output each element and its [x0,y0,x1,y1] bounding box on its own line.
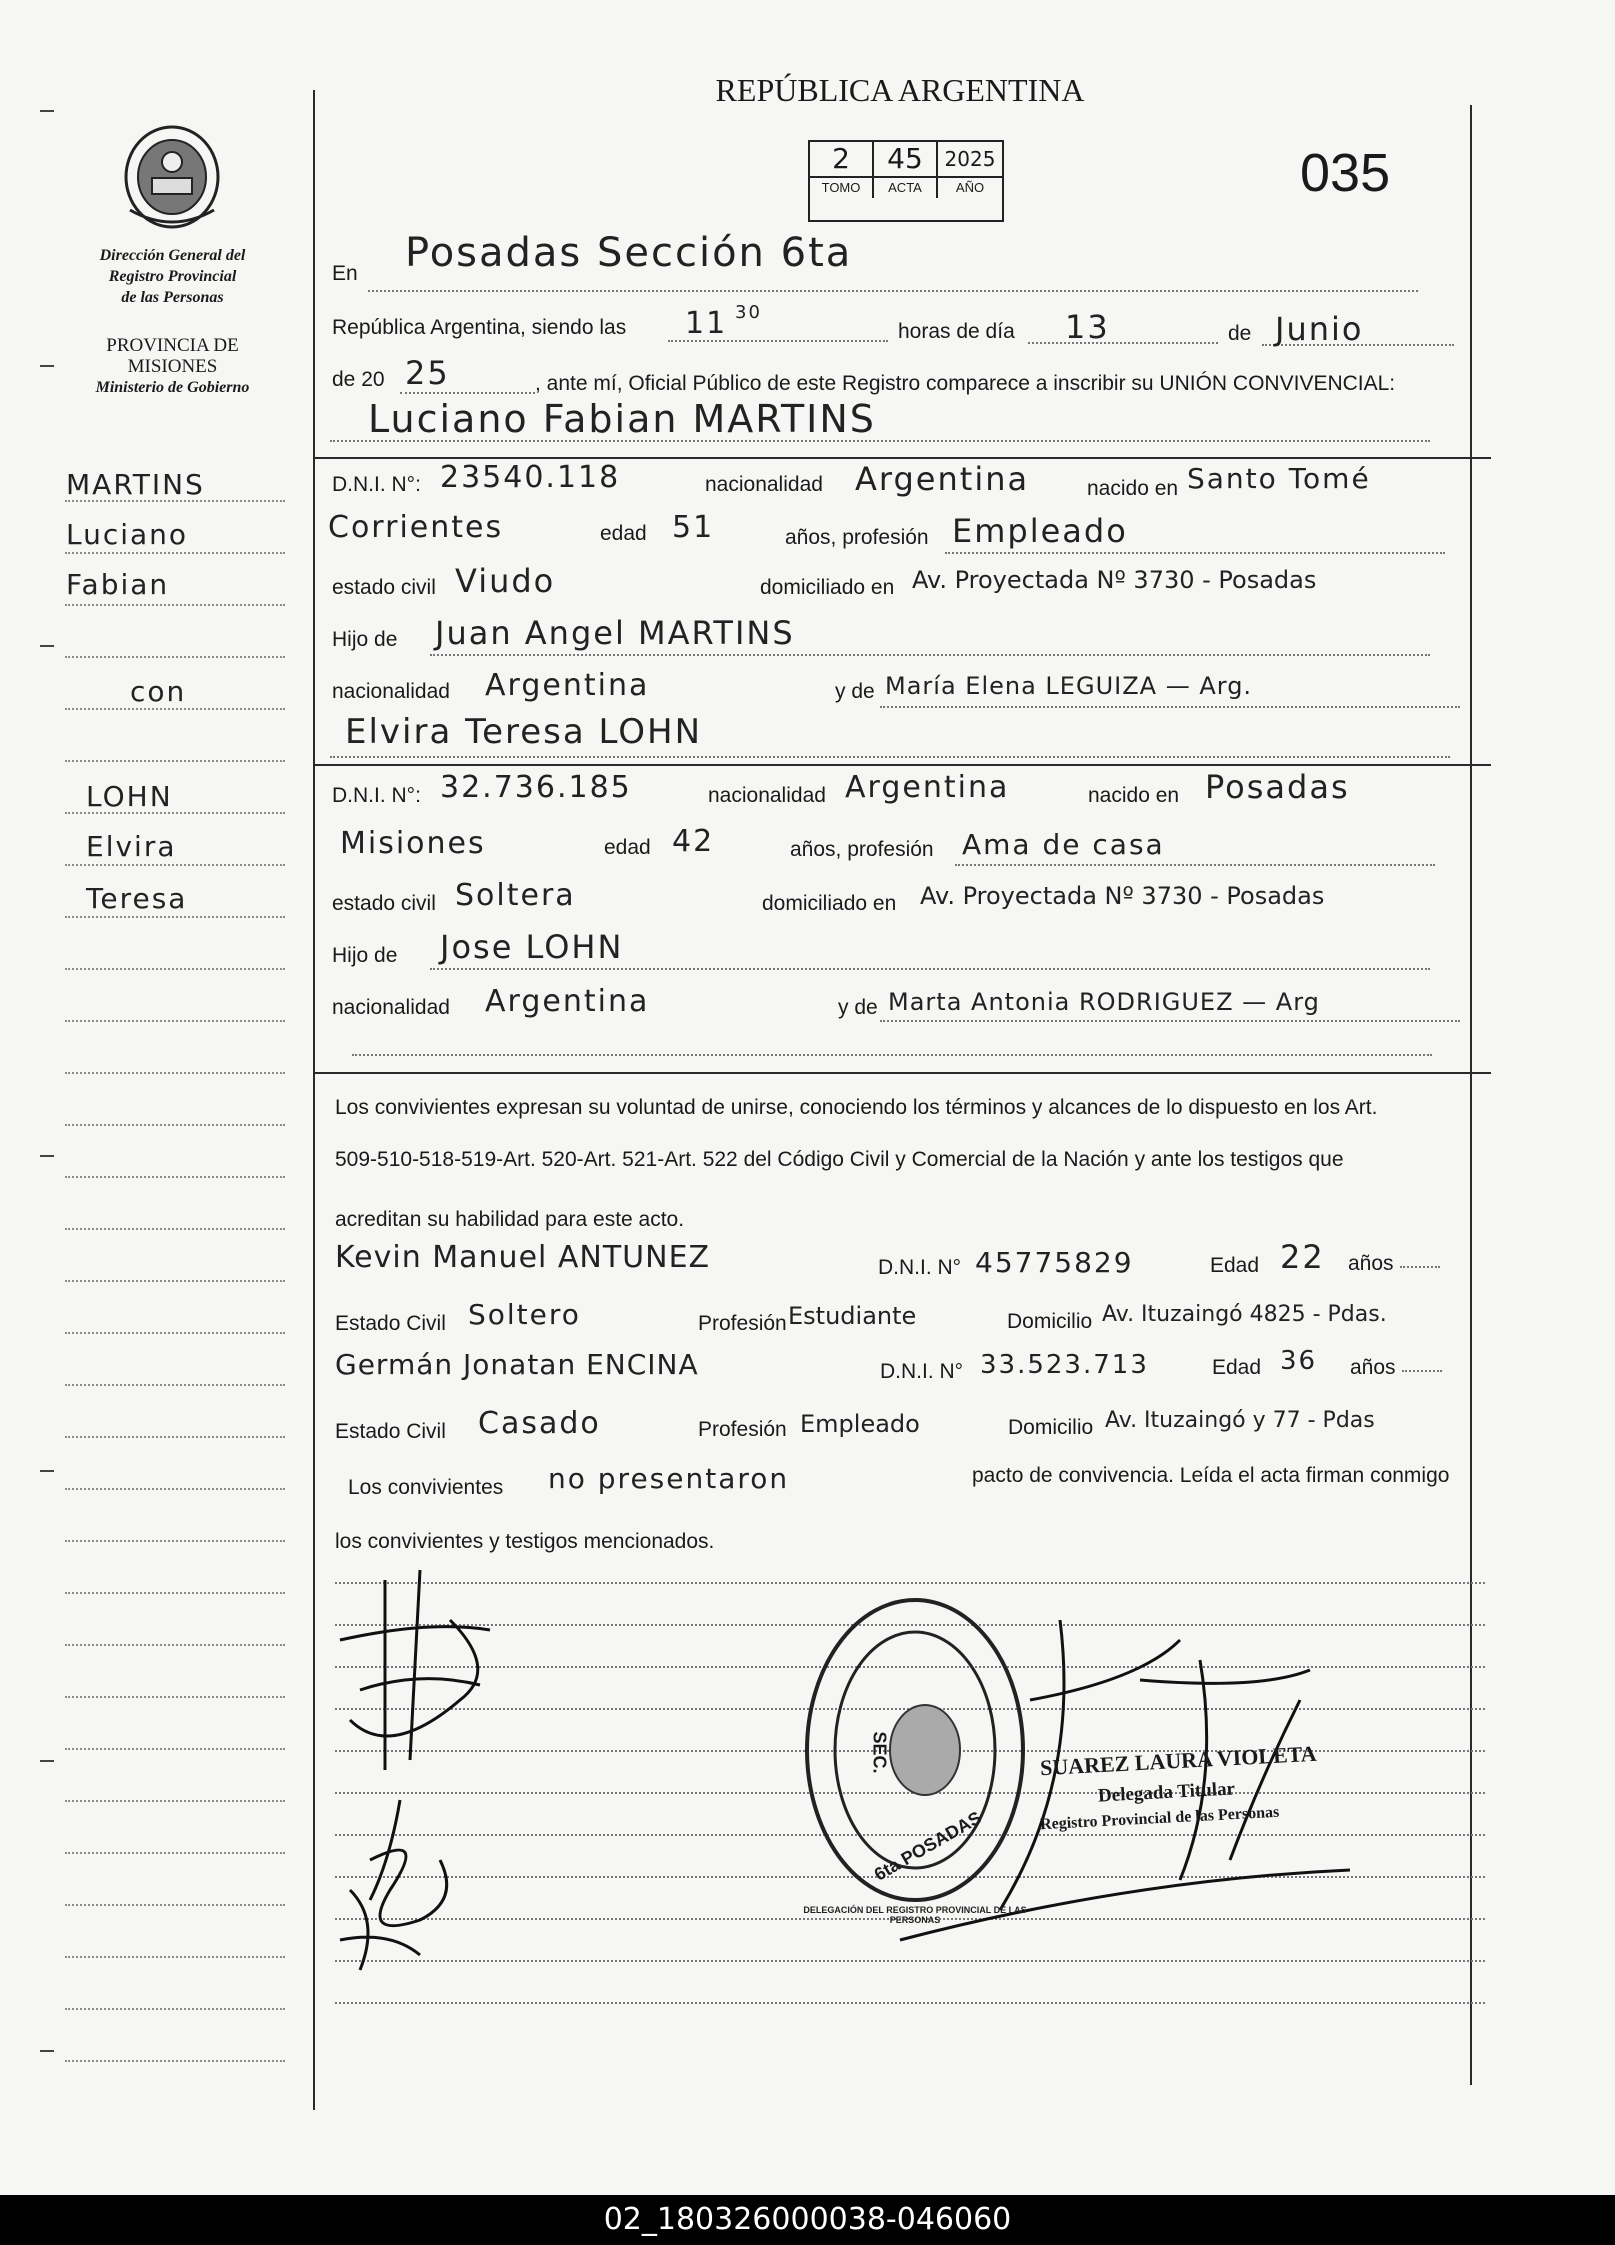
convivientes-signatures [330,1560,510,1980]
p2-y-de-label: y de [838,996,878,1019]
sidebar-ruled-line [65,1696,285,1698]
closing-post: pacto de convivencia. Leída el acta firman conmigo [972,1464,1450,1487]
p2-nac-label: nacionalidad [708,784,826,807]
p2-domicilio-label: domiciliado en [762,892,897,915]
w2-age: 36 [1280,1346,1318,1376]
sidebar-note: MARTINS [66,468,205,501]
sidebar-ruled-line [65,864,285,866]
sidebar-ruled-line [65,1540,285,1542]
sidebar-ruled-line [65,1072,285,1074]
sidebar-note: LOHN [86,780,173,813]
horas-label: horas de día [898,320,1015,343]
year-prefix: de 20 [332,368,385,391]
country-heading: REPÚBLICA ARGENTINA [715,72,1085,108]
w1-edad-label: Edad [1210,1254,1260,1277]
margin-mark [40,110,54,112]
section-divider [313,457,1491,459]
stamp-center-bottom: 6ta POSADAS [870,1807,985,1885]
w1-name: Kevin Manuel ANTUNEZ [335,1240,711,1275]
dotted-line [352,1054,1432,1056]
sidebar-ruled-line [65,1592,285,1594]
sidebar-ruled-line [65,1280,285,1282]
p1-fnationality: Argentina [485,668,650,703]
w1-profession: Estudiante [788,1302,917,1330]
p1-nacido-label: nacido en [1087,477,1179,500]
direccion-line2: Registro Provincial [108,268,237,285]
sidebar-ruled-line [65,1800,285,1802]
sidebar-ruled-line [65,500,285,502]
tomo-value: 2 [832,142,850,175]
sidebar-note: con [130,675,187,708]
p1-profession: Empleado [952,512,1128,550]
p1-address: Av. Proyectada Nº 3730 - Posadas [912,566,1317,594]
p2-edad-label: edad [604,836,651,859]
w2-dni-label: D.N.I. N° [880,1360,964,1383]
rep-label: República Argentina, siendo las [332,316,627,339]
dotted-line [880,1020,1460,1022]
sidebar-ruled-line [65,1904,285,1906]
w1-civil: Soltero [468,1298,581,1331]
sidebar-ruled-line [65,1956,285,1958]
p1-domicilio-label: domiciliado en [760,576,895,599]
w2-profesion-label: Profesión [698,1418,787,1441]
w1-dni-label: D.N.I. N° [878,1256,962,1279]
w2-anos-label: años [1350,1356,1396,1379]
p2-dni: 32.736.185 [440,770,632,805]
sidebar-ruled-line [65,656,285,658]
margin-mark [40,1470,54,1472]
sidebar-ruled-line [65,1020,285,1022]
margin-mark [40,645,54,647]
section-divider [313,764,1491,766]
scan-footer: 02_180326000038-046060 [0,2195,1615,2245]
sidebar-ruled-line [65,1228,285,1230]
stamp-ring-text: DELEGACIÓN DEL REGISTRO PROVINCIAL DE LAS PERSONAS [803,1905,1027,1925]
acta-cell [874,142,938,198]
p2-mother: Marta Antonia RODRIGUEZ — Arg [888,988,1320,1016]
month-value: Junio [1275,310,1364,348]
p1-age: 51 [672,510,715,545]
official-name: SUAREZ LAURA VIOLETA [1039,1740,1318,1781]
p2-nationality: Argentina [845,770,1010,805]
w1-domicilio-label: Domicilio [1007,1310,1093,1333]
p2-nacido-label: nacido en [1088,784,1180,807]
tomo-label: TOMO [810,176,872,198]
sidebar-ruled-line [65,812,285,814]
margin-mark [40,365,54,367]
p2-hijo-label: Hijo de [332,944,398,967]
person1-name: Luciano Fabian MARTINS [368,397,876,441]
sidebar-note: Elvira [86,830,177,863]
w1-address: Av. Ituzaingó 4825 - Pdas. [1102,1302,1387,1327]
sidebar-note: Teresa [86,882,188,915]
dotted-line [1400,1266,1440,1268]
sidebar-note: Luciano [66,518,189,551]
sidebar-ruled-line [65,760,285,762]
place-value: Posadas Sección 6ta [405,230,853,276]
tomo-cell [810,142,874,198]
closing-line2: los convivientes y testigos mencionados. [335,1530,715,1553]
section-divider [313,1072,1491,1074]
w1-age: 22 [1280,1238,1325,1276]
dotted-line [430,968,1430,970]
sidebar-ruled-line [65,1436,285,1438]
w1-civil-label: Estado Civil [335,1312,446,1335]
stamp-center-left: SEC. [869,1731,890,1774]
year-suffix: 25 [405,354,450,392]
province-line1: PROVINCIA DE [106,335,239,356]
p1-civil-label: estado civil [332,576,436,599]
direccion-line3: de las Personas [121,289,224,306]
w1-profesion-label: Profesión [698,1312,787,1335]
en-label: En [332,262,358,285]
sidebar-ruled-line [65,1176,285,1178]
closing-value: no presentaron [548,1462,790,1495]
acta-label: ACTA [874,176,936,198]
anio-value: 2025 [944,147,996,171]
p2-birthplace-a: Posadas [1205,768,1350,806]
p1-dni: 23540.118 [440,460,621,495]
dotted-line [430,654,1430,656]
official-title: Delegada Titular [1097,1778,1236,1807]
declaration-line1: Los convivientes expresan su voluntad de unirse, conociendo los términos y alcances de lo dispuesto en los Art. [335,1096,1378,1119]
province-line2: MISIONES [127,356,218,377]
declaration-line2: 509-510-518-519-Art. 520-Art. 521-Art. 522 del Código Civil y Comercial de la Nación y ante los testigos que [335,1148,1344,1171]
dotted-line [945,552,1445,554]
sidebar-ruled-line [65,916,285,918]
dotted-line [1028,342,1218,344]
sidebar-ruled-line [65,604,285,606]
sidebar-ruled-line [65,1384,285,1386]
p2-address: Av. Proyectada Nº 3730 - Posadas [920,882,1325,910]
registry-box [808,140,1004,222]
margin-mark [40,1155,54,1157]
sidebar-ruled-line [65,708,285,710]
hour-value: 11 [685,306,728,341]
sidebar-ruled-line [65,1852,285,1854]
sidebar-ruled-line [65,968,285,970]
p1-father: Juan Angel MARTINS [435,614,795,652]
acta-value: 45 [887,142,923,175]
p1-y-de-label: y de [835,680,875,703]
margin-mark [40,1760,54,1762]
anio-label: AÑO [938,176,1002,198]
anio-cell [938,142,1002,198]
sidebar-ruled-line [65,2060,285,2062]
w1-dni: 45775829 [975,1246,1134,1279]
sidebar-ruled-line [65,1332,285,1334]
declaration-line3: acreditan su habilidad para este acto. [335,1208,685,1231]
dotted-line [400,392,535,394]
dotted-line [955,864,1435,866]
p2-birthplace-b: Misiones [340,826,486,861]
day-value: 13 [1065,308,1110,346]
acta-number: 035 [1300,143,1391,203]
p2-fnat-label: nacionalidad [332,996,450,1019]
sidebar-ruled-line [65,1488,285,1490]
margin-rule [313,90,315,2110]
w2-civil: Casado [478,1406,601,1441]
w2-domicilio-label: Domicilio [1008,1416,1094,1439]
de-label: de [1228,322,1252,345]
minutes-value: 30 [735,302,762,323]
w2-dni: 33.523.713 [980,1350,1149,1380]
w2-name: Germán Jonatan ENCINA [335,1348,699,1381]
p1-partner-name: Elvira Teresa LOHN [345,712,703,752]
sidebar-ruled-line [65,1644,285,1646]
w2-civil-label: Estado Civil [335,1420,446,1443]
p2-profession: Ama de casa [962,828,1165,861]
p2-dni-label: D.N.I. N°: [332,784,421,807]
sidebar-ruled-line [65,2008,285,2010]
p1-edad-label: edad [600,522,647,545]
sidebar-note: Fabian [66,568,170,601]
p1-mother: María Elena LEGUIZA — Arg. [885,672,1253,700]
dotted-line [1402,1370,1442,1372]
p2-fnationality: Argentina [485,984,650,1019]
w2-address: Av. Ituzaingó y 77 - Pdas [1105,1408,1375,1433]
closing-pre: Los convivientes [348,1476,504,1499]
w1-anos-label: años [1348,1252,1394,1275]
dotted-line [880,706,1460,708]
p1-birthplace-a: Santo Tomé [1187,462,1371,495]
p2-age: 42 [672,824,715,859]
p1-nac-label: nacionalidad [705,473,823,496]
direccion-line1: Dirección General del [99,247,246,264]
margin-mark [40,2050,54,2052]
dotted-line [330,756,1450,758]
w2-edad-label: Edad [1212,1356,1262,1379]
p2-father: Jose LOHN [440,928,624,966]
ministry-name: Ministerio de Gobierno [95,379,250,396]
p2-profesion-label: años, profesión [790,838,934,861]
statement-text: , ante mí, Oficial Público de este Registro comparece a inscribir su UNIÓN CONVIVENCIAL: [535,372,1396,395]
p1-profesion-label: años, profesión [785,526,929,549]
right-rule [1470,105,1472,2085]
p1-fnat-label: nacionalidad [332,680,450,703]
sidebar-ruled-line [65,1748,285,1750]
p1-hijo-label: Hijo de [332,628,398,651]
w2-profession: Empleado [800,1410,920,1438]
sidebar-ruled-line [65,552,285,554]
province-crest-icon [120,122,224,232]
p1-dni-label: D.N.I. N°: [332,473,421,496]
p1-nationality: Argentina [855,460,1030,498]
dotted-line [368,290,1418,292]
official-office: Registro Provincial de las Personas [1039,1803,1280,1834]
p2-civil-label: estado civil [332,892,436,915]
p2-civil: Soltera [455,878,576,913]
p1-birthplace-b: Corrientes [328,510,504,545]
signature-ruled-line [335,2002,1485,2004]
p1-civil: Viudo [455,562,556,600]
sidebar-ruled-line [65,1124,285,1126]
